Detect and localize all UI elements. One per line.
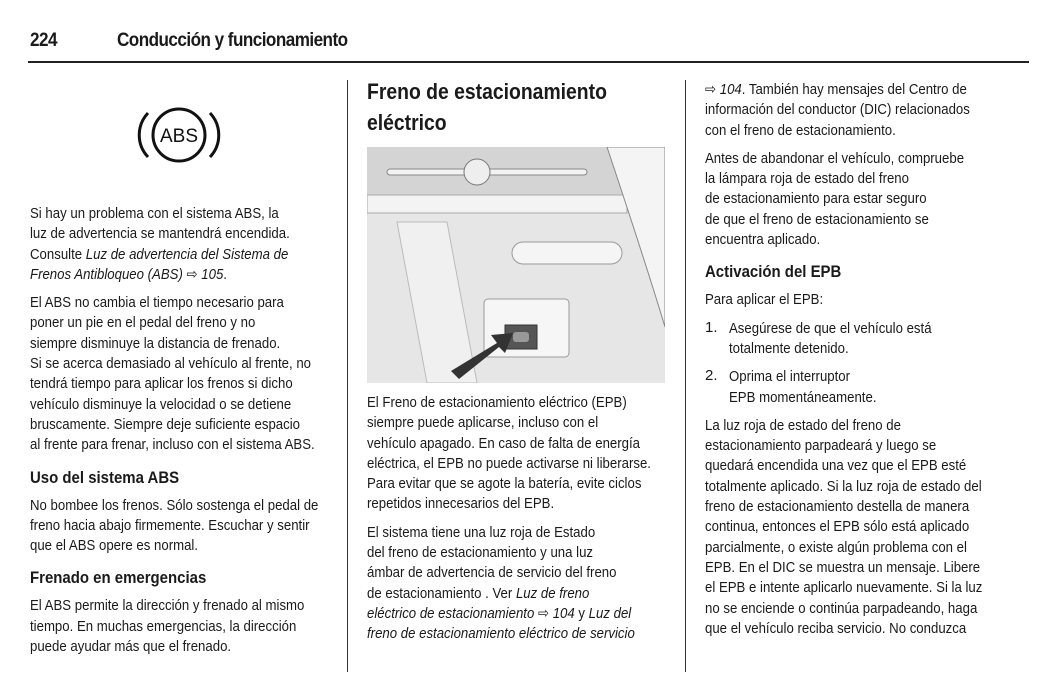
text-line (705, 416, 978, 436)
text-line (30, 265, 298, 285)
text-run: El ABS no cambia el tiempo necesario para (30, 294, 284, 312)
text-run: continua, entonces el EPB sólo está aplicado (705, 518, 970, 536)
paragraph (30, 596, 335, 657)
text-line (30, 354, 312, 374)
paragraph (367, 523, 667, 645)
paragraph (30, 204, 335, 285)
cross-reference-text[interactable]: Luz de freno (515, 584, 590, 602)
cross-reference-text[interactable]: freno de estacionamiento eléctrico de servicio (367, 625, 635, 643)
text-line (30, 496, 319, 516)
text-run: El sistema tiene una luz roja de Estado (367, 523, 596, 541)
text-run: al frente para frenar, incluso con el sistema ABS. (30, 436, 315, 454)
paragraph (705, 149, 1015, 250)
text-run: Si se acerca demasiado al vehículo al frente, no (30, 355, 312, 373)
column-2 (367, 76, 667, 653)
text-line (30, 204, 298, 224)
text-line (705, 290, 978, 310)
text-line (30, 245, 298, 265)
abs-icon-label: ABS (159, 126, 199, 147)
abs-warning-icon (136, 105, 222, 165)
cross-reference-text[interactable]: 105 (197, 265, 224, 283)
text-line (367, 454, 651, 474)
text-run: tendrá tiempo para aplicar los frenos si dicho (30, 375, 293, 393)
text-run: EPB momentáneamente. (729, 388, 877, 406)
paragraph (705, 290, 1015, 310)
text-line (367, 624, 635, 644)
text-run: repetidos innecesarios del EPB. (367, 495, 555, 513)
text-run: Asegúrese de que el vehículo está (729, 319, 932, 337)
text-run: y (574, 604, 589, 622)
text-run: totalmente aplicado. Si la luz roja de estado del (705, 477, 982, 495)
paragraph (30, 496, 335, 557)
page-reference-arrow-icon: ⇨ (705, 81, 717, 98)
text-line (705, 517, 978, 537)
text-line (367, 434, 641, 454)
section-title: Conducción y funcionamiento (117, 30, 348, 51)
text-line (705, 149, 978, 169)
text-run: con el freno de estacionamiento. (705, 121, 896, 139)
list-text (729, 367, 897, 408)
text-line (729, 388, 876, 408)
page-reference-arrow-icon: ⇨ (537, 604, 550, 622)
text-line (705, 100, 978, 120)
text-line (705, 538, 978, 558)
text-line (705, 436, 978, 456)
text-run: que el ABS opere es normal. (30, 537, 199, 555)
text-run: que el vehículo reciba servicio. No conduzca (705, 619, 967, 637)
text-run: vehículo apagado. En caso de falta de energía (367, 434, 641, 452)
text-run: de que el freno de estacionamiento se (705, 210, 929, 228)
text-line (30, 435, 315, 455)
column-3 (705, 80, 1015, 647)
text-line (705, 578, 983, 598)
text-run: vehículo disminuye la velocidad o se detiene (30, 395, 292, 413)
cross-reference-text[interactable]: 104 (716, 81, 742, 98)
text-line (705, 497, 978, 517)
column-1 (30, 204, 335, 665)
text-line (729, 339, 932, 359)
column-divider (685, 80, 686, 672)
text-line (30, 334, 298, 354)
paragraph (705, 80, 1015, 141)
cross-reference-text[interactable]: Frenos Antibloqueo (ABS) (30, 265, 187, 283)
header-rule (28, 61, 1029, 63)
page-reference-arrow-icon: ⇨ (186, 265, 198, 283)
text-run: la lámpara roja de estado del freno (705, 170, 909, 188)
text-run: tiempo. En muchas emergencias, la dirección (30, 617, 297, 635)
text-line (729, 319, 932, 339)
text-run: La luz roja de estado del freno de (705, 416, 901, 434)
text-run: . (223, 265, 227, 283)
text-line (30, 224, 298, 244)
text-line (367, 563, 631, 583)
text-run: No bombee los frenos. Sólo sostenga el pedal de (30, 496, 319, 514)
text-line (367, 393, 631, 413)
text-run: puede ayudar más que el frenado. (30, 638, 232, 656)
text-line (705, 477, 982, 497)
text-line (705, 558, 981, 578)
page-number: 224 (30, 30, 57, 51)
text-line (705, 121, 978, 141)
text-run: Para evitar que se agote la batería, evite ciclos (367, 475, 642, 493)
text-run: freno de estacionamiento destella de manera (705, 498, 970, 516)
text-run: totalmente detenido. (729, 339, 849, 357)
text-run: estacionamiento parpadeará y luego se (705, 437, 937, 455)
text-line (30, 374, 298, 394)
text-run: EPB. En el DIC se muestra un mensaje. Libere (705, 558, 981, 576)
subsection-heading: Uso del sistema ABS (30, 467, 180, 487)
column-2-text (367, 393, 667, 645)
text-run: Antes de abandonar el vehículo, compruebe (705, 149, 965, 167)
text-line (705, 189, 978, 209)
paragraph (30, 293, 335, 455)
text-run: Si hay un problema con el sistema ABS, la (30, 205, 279, 222)
text-run: freno hacia abajo firmemente. Escuchar y sentir (30, 516, 310, 534)
text-line (30, 596, 305, 616)
text-run: no se enciende o continúa parpadeando, haga (705, 599, 978, 617)
text-line (30, 395, 298, 415)
text-run: de estacionamiento . Ver (367, 584, 516, 602)
text-line (705, 169, 978, 189)
text-run: Consulte (30, 245, 86, 263)
text-run: ámbar de advertencia de servicio del freno (367, 564, 617, 582)
text-line (367, 494, 631, 514)
subsection-heading: Frenado en emergencias (30, 568, 207, 588)
text-line (30, 293, 298, 313)
cross-reference-text[interactable]: Luz de advertencia del Sistema de (85, 245, 289, 263)
section-heading: Freno de estacionamiento (367, 79, 607, 104)
cross-reference-text[interactable]: eléctrico de estacionamiento (367, 604, 538, 622)
text-run: del freno de estacionamiento y una luz (367, 544, 594, 562)
list-item (705, 319, 1015, 360)
paragraph (705, 416, 1015, 639)
text-line (30, 516, 310, 536)
cross-reference-text[interactable]: Luz del (588, 604, 632, 622)
text-line (30, 617, 298, 637)
list-number: 2. (705, 367, 718, 385)
section-heading: eléctrico (367, 110, 447, 135)
text-run: de estacionamiento para estar seguro (705, 190, 927, 208)
text-line (705, 456, 978, 476)
list-item (705, 367, 1015, 408)
text-run: encuentra aplicado. (705, 231, 821, 249)
text-line (367, 543, 631, 563)
list-text (729, 319, 959, 360)
text-line (367, 604, 631, 624)
text-run: eléctrica, el EPB no puede activarse ni liberarse. (367, 454, 651, 472)
text-run: poner un pie en el pedal del freno y no (30, 314, 256, 332)
paragraph (367, 393, 667, 515)
subsection-heading: Activación del EPB (705, 262, 842, 282)
text-line (705, 599, 978, 619)
text-run: siempre puede aplicarse, incluso con el (367, 414, 599, 432)
text-line (30, 313, 298, 333)
text-run: El Freno de estacionamiento eléctrico (EPB) (367, 394, 627, 411)
text-run: Para aplicar el EPB: (705, 291, 824, 309)
text-run: el EPB e intente aplicarlo nuevamente. Si la luz (705, 579, 983, 597)
text-run: El ABS permite la dirección y frenado al mismo (30, 597, 305, 615)
text-line (30, 415, 301, 435)
text-run: siempre disminuye la distancia de frenado. (30, 334, 281, 352)
text-run: Oprima el interruptor (729, 368, 851, 386)
text-line (367, 474, 642, 494)
text-line (30, 536, 298, 556)
text-run: luz de advertencia se mantendrá encendida. (30, 225, 290, 243)
list-number: 1. (705, 318, 718, 336)
text-line (705, 619, 978, 639)
text-run: bruscamente. Siempre deje suficiente espacio (30, 415, 301, 433)
epb-switch-illustration (367, 147, 665, 383)
text-line (367, 584, 631, 604)
text-line (705, 80, 978, 100)
text-line (705, 210, 978, 230)
cross-reference-text[interactable]: 104 (549, 604, 575, 622)
text-run: . También hay mensajes del Centro de (741, 81, 967, 98)
text-line (367, 413, 631, 433)
text-line (367, 523, 631, 543)
column-divider (347, 80, 348, 672)
text-line (30, 637, 298, 657)
text-run: quedará encendida una vez que el EPB esté (705, 457, 967, 475)
text-line (705, 230, 978, 250)
text-run: información del conductor (DIC) relacionados (705, 101, 970, 119)
text-run: parcialmente, o existe algún problema con el (705, 538, 967, 556)
text-line (729, 367, 876, 387)
